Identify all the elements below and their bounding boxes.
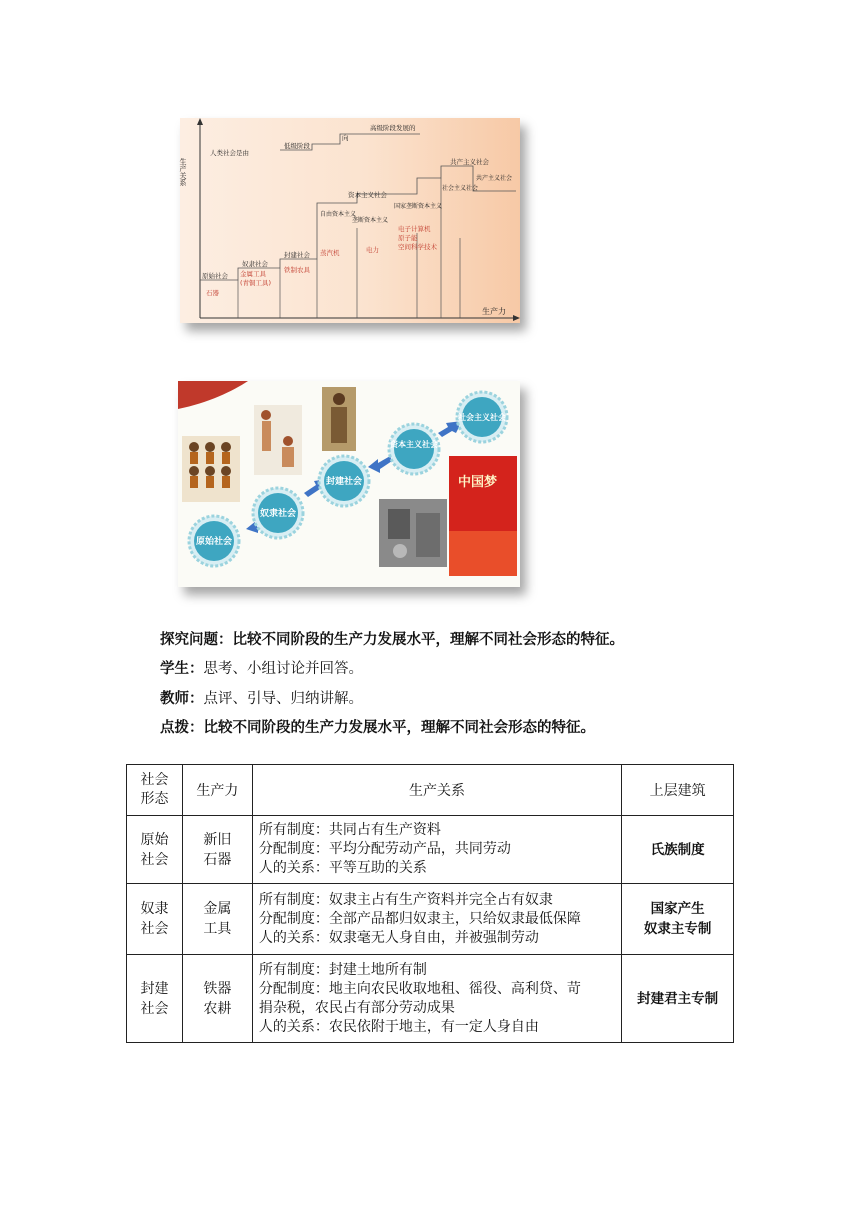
staircase-diagram <box>180 118 520 323</box>
teacher-label: 教师： <box>160 691 204 707</box>
tool-space: 空间科学技术 <box>398 243 437 251</box>
stage-circle-primitive <box>189 516 239 566</box>
ribbon-decoration <box>178 381 248 409</box>
stage-label-feudal: 封建社会 <box>325 477 363 487</box>
industrial-image <box>379 499 447 567</box>
paragraph-student <box>160 659 363 679</box>
top-text-3: 向 <box>342 134 349 142</box>
cell-force: 铁器 农耕 <box>182 955 252 1043</box>
tool-iron: 铁制农具 <box>284 266 310 274</box>
stage-circle-socialist <box>457 392 507 442</box>
social-forms-diagram <box>178 381 520 587</box>
cell-force: 新旧 石器 <box>182 816 252 884</box>
social-forms-table <box>126 764 734 1043</box>
tool-atomic: 原子能 <box>398 234 418 242</box>
slave-image <box>254 405 302 475</box>
header-relations: 生产关系 <box>252 765 621 816</box>
stage-primitive: 原始社会 <box>202 272 228 280</box>
x-axis-label: 生产力 <box>482 307 506 316</box>
paragraph-inquiry <box>160 630 624 650</box>
emperor-image <box>322 387 356 451</box>
tool-metal: 金属工具 <box>240 270 266 278</box>
stage-label-capitalist: 资本主义社会 <box>390 440 438 449</box>
stage-label-socialist: 社会主义社会 <box>458 413 506 422</box>
student-text: 思考、小组讨论并回答。 <box>203 661 363 677</box>
cell-form: 原始 社会 <box>127 816 183 884</box>
tool-computer: 电子计算机 <box>398 225 431 233</box>
hint-label: 点拨： <box>160 720 204 736</box>
stage-circle-capitalist <box>389 424 439 474</box>
tool-stone: 石器 <box>206 289 219 297</box>
cell-superstructure: 国家产生 奴隶主专制 <box>622 884 734 955</box>
stage-communist-1: 共产主义社会 <box>450 158 489 166</box>
stage-circle-slave <box>253 488 303 538</box>
cell-superstructure: 氏族制度 <box>622 816 734 884</box>
stage-label-primitive: 原始社会 <box>195 537 233 547</box>
stage-capitalist: 资本主义社会 <box>348 191 387 199</box>
teacher-text: 点评、引导、归纳讲解。 <box>203 691 363 707</box>
stage-communist-2: 共产主义社会 <box>476 175 513 182</box>
top-text-4: 高级阶段发展的 <box>370 124 416 132</box>
y-axis-label-1: 生产关系 <box>179 158 187 186</box>
header-superstructure: 上层建筑 <box>622 765 734 816</box>
primitive-people-image <box>182 436 240 502</box>
stage-label-slave: 奴隶社会 <box>259 509 297 519</box>
tool-steam: 蒸汽机 <box>320 249 340 257</box>
cell-form: 奴隶 社会 <box>127 884 183 955</box>
top-text-1: 人类社会是由 <box>210 149 249 157</box>
cell-relations: 所有制度：共同占有生产资料 分配制度：平均分配劳动产品，共同劳动 人的关系：平等互助的关系 <box>252 816 621 884</box>
table-row <box>127 884 734 955</box>
inquiry-text: 比较不同阶段的生产力发展水平，理解不同社会形态的特征。 <box>232 632 624 648</box>
header-social-form: 社会形态 <box>127 765 183 816</box>
stage-feudal: 封建社会 <box>284 251 310 259</box>
paragraph-hint <box>160 718 595 738</box>
inquiry-label: 探究问题： <box>160 632 233 648</box>
china-dream-image <box>449 456 517 576</box>
cell-force: 金属 工具 <box>182 884 252 955</box>
student-label: 学生： <box>160 661 204 677</box>
paragraph-teacher <box>160 689 363 709</box>
cell-relations: 所有制度：奴隶主占有生产资料并完全占有奴隶 分配制度：全部产品都归奴隶主，只给奴隶最低保障 人的关系：奴隶毫无人身自由，并被强制劳动 <box>252 884 621 955</box>
cell-superstructure: 封建君主专制 <box>622 955 734 1043</box>
tool-electric: 电力 <box>366 246 379 254</box>
stage-socialist: 社会主义社会 <box>442 185 479 192</box>
stage-slave: 奴隶社会 <box>242 260 268 268</box>
table-row <box>127 816 734 884</box>
stage-circle-feudal <box>319 456 369 506</box>
tool-bronze: (青铜工具) <box>240 279 272 287</box>
stage-state-monopoly: 国家垄断资本主义 <box>394 203 443 210</box>
stage-free-capitalism: 自由资本主义 <box>320 211 357 218</box>
top-text-2: 低级阶段 <box>284 142 310 150</box>
cell-form: 封建 社会 <box>127 955 183 1043</box>
cell-relations: 所有制度：封建土地所有制 分配制度：地主向农民收取地租、徭役、高利贷、苛 捐杂税，农民占有部分劳动成果 人的关系：农民依附于地主，有一定人身自由 <box>252 955 621 1043</box>
table-header-row <box>127 765 734 816</box>
stage-monopoly: 垄断资本主义 <box>352 217 389 224</box>
header-productive-force: 生产力 <box>182 765 252 816</box>
hint-text: 比较不同阶段的生产力发展水平，理解不同社会形态的特征。 <box>203 720 595 736</box>
table-row <box>127 955 734 1043</box>
china-dream-text: 中国梦 <box>458 475 498 490</box>
